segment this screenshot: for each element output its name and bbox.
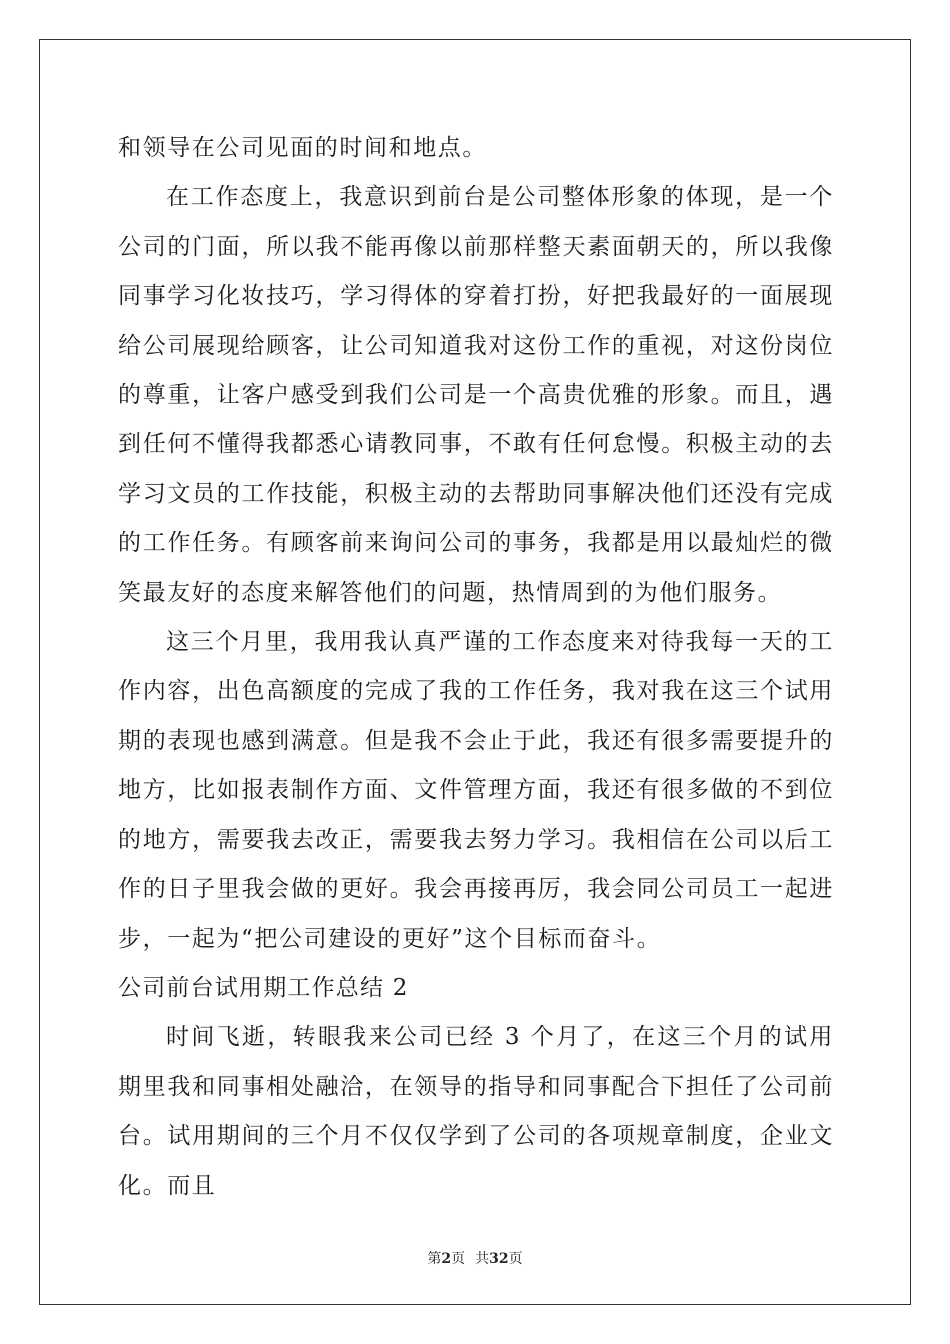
footer-total-suffix: 页: [508, 1251, 523, 1267]
footer-total-pages: 32: [489, 1251, 509, 1267]
page-footer: [0, 1248, 950, 1268]
footer-page-number: 2: [441, 1251, 452, 1267]
document-body: [118, 124, 834, 1211]
section-heading: 公司前台试用期工作总结 2: [118, 974, 409, 1001]
paragraph-three-months: 这三个月里，我用我认真严谨的工作态度来对待我每一天的工作内容，出色高额度的完成了我的工作任务，我对我在这三个试用期的表现也感到满意。但是我不会止于此，我还有很多需要提升的地方，比如报表制作方面、文件管理方面，我还有很多做的不到位的地方，需要我去改正，需要我去努力学习。我相信在公司以后工作的日子里我会做的更好。我会再接再厉，我会同公司员工一起进步，一起为“把公司建设的更好”这个目标而奋斗。: [118, 629, 834, 952]
footer-page-suffix: 页: [451, 1251, 466, 1267]
paragraph-continuation: 和领导在公司见面的时间和地点。: [118, 135, 487, 161]
paragraph-time-flies: 时间飞逝，转眼我来公司已经 3 个月了，在这三个月的试用期里我和同事相处融洽，在领导的指导和同事配合下担任了公司前台。试用期间的三个月不仅仅学到了公司的各项规章制度，企业文化。而且: [118, 1024, 834, 1199]
footer-page-prefix: 第: [427, 1251, 442, 1267]
footer-total-prefix: 共: [475, 1251, 490, 1267]
paragraph-work-attitude: 在工作态度上，我意识到前台是公司整体形象的体现，是一个公司的门面，所以我不能再像以前那样整天素面朝天的，所以我像同事学习化妆技巧，学习得体的穿着打扮，好把我最好的一面展现给公司展现给顾客，让公司知道我对这份工作的重视，对这份岗位的尊重，让客户感受到我们公司是一个高贵优雅的形象。而且，遇到任何不懂得我都悉心请教同事，不敢有任何怠慢。积极主动的去学习文员的工作技能，积极主动的去帮助同事解决他们还没有完成的工作任务。有顾客前来询问公司的事务，我都是用以最灿烂的微笑最友好的态度来解答他们的问题，热情周到的为他们服务。: [118, 184, 834, 606]
